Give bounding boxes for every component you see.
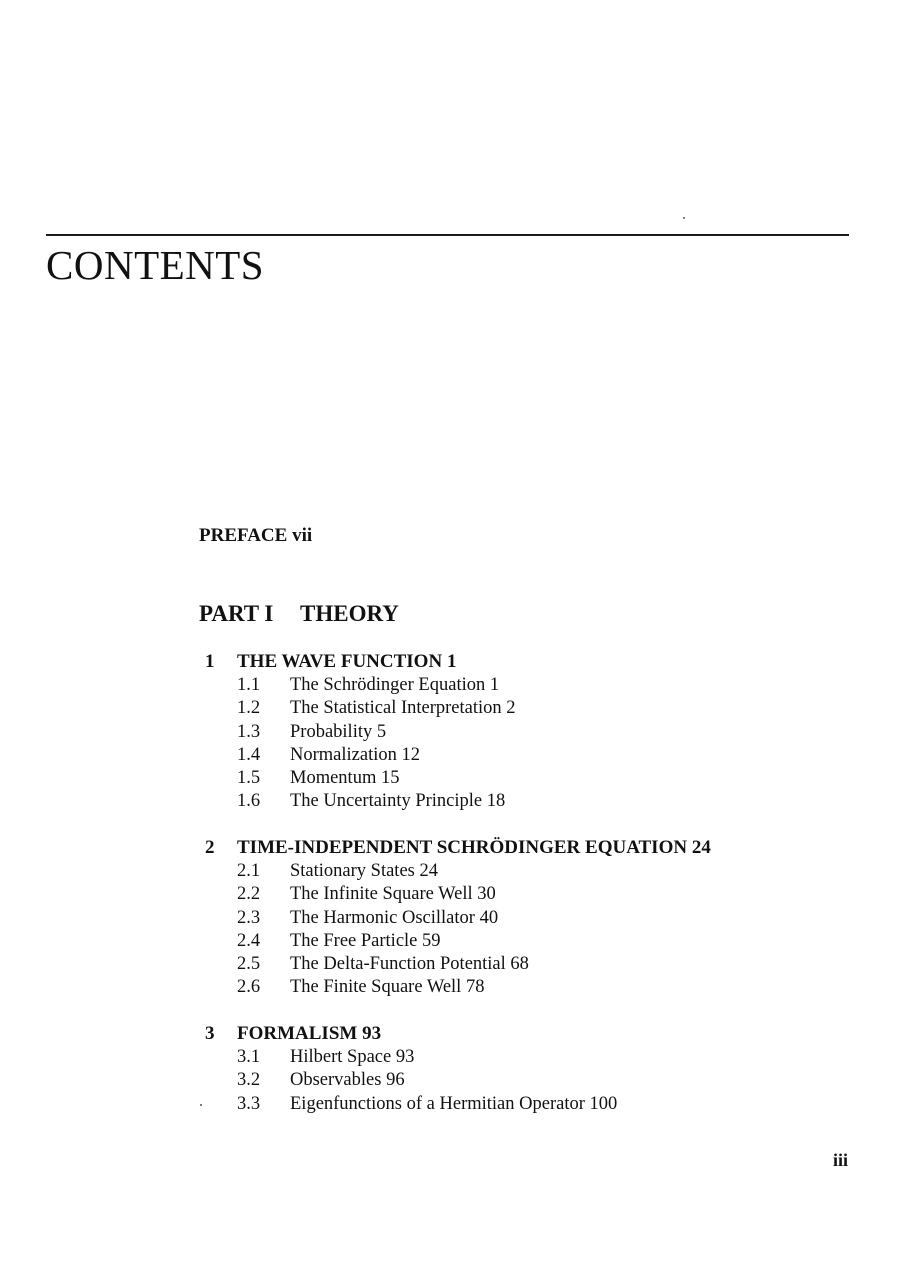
section-entry: [205, 674, 845, 697]
section-title: The Harmonic Oscillator: [290, 907, 475, 928]
section-page: 68: [510, 954, 529, 975]
section-entry: [205, 721, 845, 744]
section-page: 78: [465, 977, 485, 998]
section-title: Observables: [290, 1070, 382, 1091]
section-number: 1.5: [237, 768, 261, 789]
section-number: 1.2: [237, 698, 261, 719]
part-label: PART I: [199, 601, 274, 626]
section-page: 2: [506, 698, 516, 719]
section-title: The Uncertainty Principle: [290, 791, 483, 812]
section-page: 15: [380, 768, 400, 789]
section-entry: [205, 860, 845, 883]
chapter-title: THE WAVE FUNCTION: [237, 651, 443, 672]
section-page: 12: [401, 744, 420, 765]
chapter-heading: [205, 650, 845, 674]
section-number: 1.4: [237, 744, 261, 765]
section-entry: [205, 976, 845, 999]
section-number: 2.3: [237, 907, 261, 928]
section-number: 2.5: [237, 954, 261, 975]
section-title: Normalization: [290, 744, 397, 765]
chapter-page: 93: [362, 1023, 382, 1044]
section-number: 2.6: [237, 977, 261, 998]
section-page: 1: [489, 675, 500, 695]
section-number: 2.2: [237, 884, 261, 905]
section-page: 96: [386, 1070, 405, 1091]
scan-speck: [200, 1104, 202, 1106]
chapter-heading: [205, 836, 845, 860]
part-heading: [199, 599, 399, 629]
chapter-2: [205, 836, 845, 1000]
section-entry: [205, 953, 845, 976]
section-page: 59: [422, 930, 441, 951]
section-entry: [205, 790, 845, 813]
section-page: 100: [589, 1093, 618, 1114]
part-title: THEORY: [300, 601, 399, 626]
preface-page: vii: [292, 525, 313, 546]
section-title: The Statistical Interpretation: [290, 698, 502, 719]
section-number: 1.6: [237, 791, 261, 812]
section-title: Probability: [290, 721, 373, 742]
section-title: Hilbert Space: [290, 1047, 392, 1067]
title-rule: [46, 234, 849, 236]
preface-label: PREFACE: [199, 525, 288, 546]
chapter-page: 1: [446, 651, 457, 672]
section-page: 40: [479, 907, 499, 928]
chapter-3: [205, 1022, 845, 1116]
section-title: Eigenfunctions of a Hermitian Operator: [290, 1093, 585, 1114]
chapter-number: 3: [205, 1023, 215, 1044]
chapter-heading: [205, 1022, 845, 1046]
chapter-1: [205, 650, 845, 814]
chapter-number: 1: [205, 651, 215, 672]
section-title: The Finite Square Well: [290, 977, 462, 998]
toc-entry-preface: [199, 524, 312, 548]
section-title: The Delta-Function Potential: [290, 954, 506, 975]
section-page: 18: [486, 791, 506, 812]
section-number: 3.3: [237, 1093, 261, 1114]
section-page: 24: [419, 861, 438, 881]
section-entry: [205, 883, 845, 906]
section-number: 2.4: [237, 930, 261, 951]
section-page: 30: [477, 884, 496, 905]
section-entry: [205, 1069, 845, 1092]
section-entry: [205, 697, 845, 720]
section-entry: [205, 767, 845, 790]
section-entry: [205, 744, 845, 767]
chapter-page: 24: [691, 837, 711, 858]
section-title: Stationary States: [290, 861, 415, 881]
page-title: CONTENTS: [46, 242, 265, 288]
section-entry: [205, 1093, 845, 1116]
scan-speck: [683, 217, 685, 219]
section-title: The Schrödinger Equation: [290, 675, 486, 695]
section-number: 2.1: [237, 861, 261, 881]
chapter-title: FORMALISM: [237, 1023, 358, 1044]
section-page: 5: [376, 721, 387, 742]
section-number: 1.3: [237, 721, 261, 742]
section-title: Momentum: [290, 768, 377, 789]
section-title: The Infinite Square Well: [290, 884, 473, 905]
section-entry: [205, 1046, 845, 1069]
chapter-number: 2: [205, 837, 215, 858]
section-number: 3.1: [237, 1047, 261, 1067]
section-number: 1.1: [237, 675, 261, 695]
section-entry: [205, 907, 845, 930]
section-title: The Free Particle: [290, 930, 418, 951]
section-page: 93: [395, 1047, 415, 1067]
page-number: iii: [832, 1150, 848, 1170]
section-entry: [205, 930, 845, 953]
section-number: 3.2: [237, 1070, 261, 1091]
chapter-title: TIME-INDEPENDENT SCHRÖDINGER EQUATION: [237, 837, 688, 858]
